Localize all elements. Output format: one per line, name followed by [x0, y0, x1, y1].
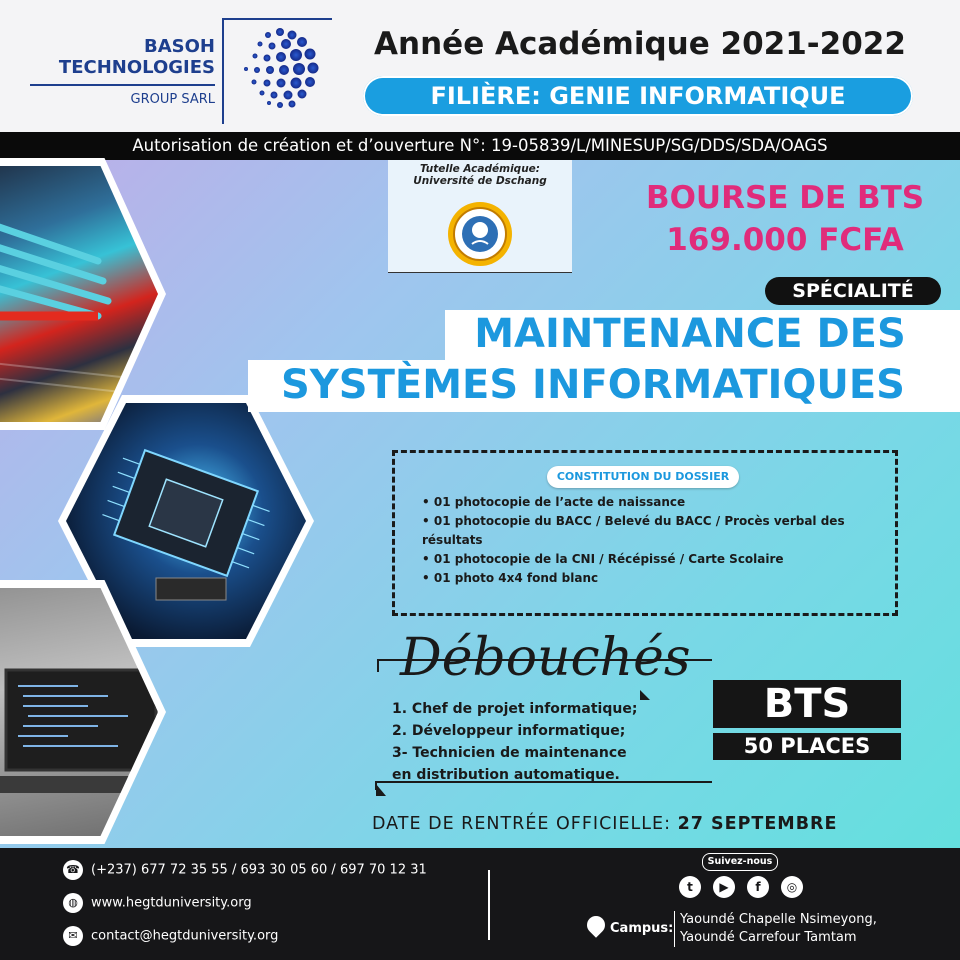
youtube-icon[interactable]: ▶	[713, 876, 735, 898]
bourse-amount: 169.000 FCFA	[666, 222, 904, 258]
places-badge	[713, 733, 901, 760]
specialite-label: SPÉCIALITÉ	[792, 280, 914, 302]
logo-line-1: BASOH	[144, 36, 215, 57]
logo-line-3: GROUP SARL	[130, 92, 215, 107]
campus-address-1: Yaoundé Chapelle Nsimeyong,	[680, 912, 877, 927]
debouches-title: Débouchés	[400, 628, 691, 688]
phone-numbers: (+237) 677 72 35 55 / 693 30 05 60 / 697 70 12 31	[91, 862, 427, 878]
debouches-item: 2. Développeur informatique;	[392, 723, 626, 739]
footer-website-row[interactable]	[63, 893, 252, 913]
places-label: 50 PLACES	[743, 734, 871, 758]
logo-line-2: TECHNOLOGIES	[58, 57, 215, 78]
facebook-icon[interactable]: f	[747, 876, 769, 898]
email-link[interactable]: contact@hegtduniversity.org	[91, 928, 279, 944]
dossier-title: CONSTITUTION DU DOSSIER	[556, 470, 730, 483]
debouches-list	[392, 698, 692, 786]
instagram-icon[interactable]: ◎	[781, 876, 803, 898]
debouches-item: en distribution automatique.	[392, 767, 620, 783]
rentree-line	[372, 814, 912, 834]
debouches-item: 1. Chef de projet informatique;	[392, 701, 638, 717]
dossier-item: • 01 photocopie du BACC / Belevé du BACC / Procès verbal des résultats	[422, 514, 845, 547]
rentree-label: DATE DE RENTRÉE OFFICIELLE:	[372, 814, 671, 834]
dossier-item: • 01 photocopie de la CNI / Récépissé / Carte Scolaire	[422, 552, 784, 566]
rentree-date: 27 SEPTEMBRE	[677, 814, 838, 834]
tutelle-line-1: Tutelle Académique:	[419, 163, 540, 175]
footer-divider	[488, 870, 490, 940]
campus-label: Campus:	[610, 921, 674, 936]
bourse-title: BOURSE DE BTS	[645, 180, 925, 216]
bts-label: BTS	[763, 681, 851, 727]
speciality-title-line-2: SYSTÈMES INFORMATIQUES	[281, 362, 905, 408]
footer-email-row[interactable]	[63, 926, 278, 946]
website-link[interactable]: www.hegtduniversity.org	[91, 895, 252, 911]
bts-badge	[713, 680, 901, 728]
campus-address-2: Yaoundé Carrefour Tamtam	[680, 930, 857, 945]
follow-us-label: Suivez-nous	[707, 856, 773, 867]
follow-us-badge	[702, 853, 778, 871]
mail-icon: ✉	[63, 926, 83, 946]
twitter-icon[interactable]: t	[679, 876, 701, 898]
dossier-item: • 01 photocopie de l’acte de naissance	[422, 495, 686, 509]
filiere-text: FILIÈRE: GENIE INFORMATIQUE	[430, 82, 846, 110]
phone-icon: ☎	[63, 860, 83, 880]
authorization-text: Autorisation de création et d’ouverture N°: 19-05839/L/MINESUP/SG/DDS/SDA/OAGS	[132, 136, 828, 155]
footer-phone-row	[63, 860, 427, 880]
debouches-item: 3- Technicien de maintenance	[392, 745, 627, 761]
speciality-title-line-1: MAINTENANCE DES	[474, 311, 906, 357]
academic-year-title: Année Académique 2021-2022	[374, 26, 906, 62]
dossier-item: • 01 photo 4x4 fond blanc	[422, 571, 599, 585]
campus-divider	[674, 911, 675, 947]
tutelle-line-2: Université de Dschang	[413, 175, 547, 187]
globe-icon: ◍	[63, 893, 83, 913]
